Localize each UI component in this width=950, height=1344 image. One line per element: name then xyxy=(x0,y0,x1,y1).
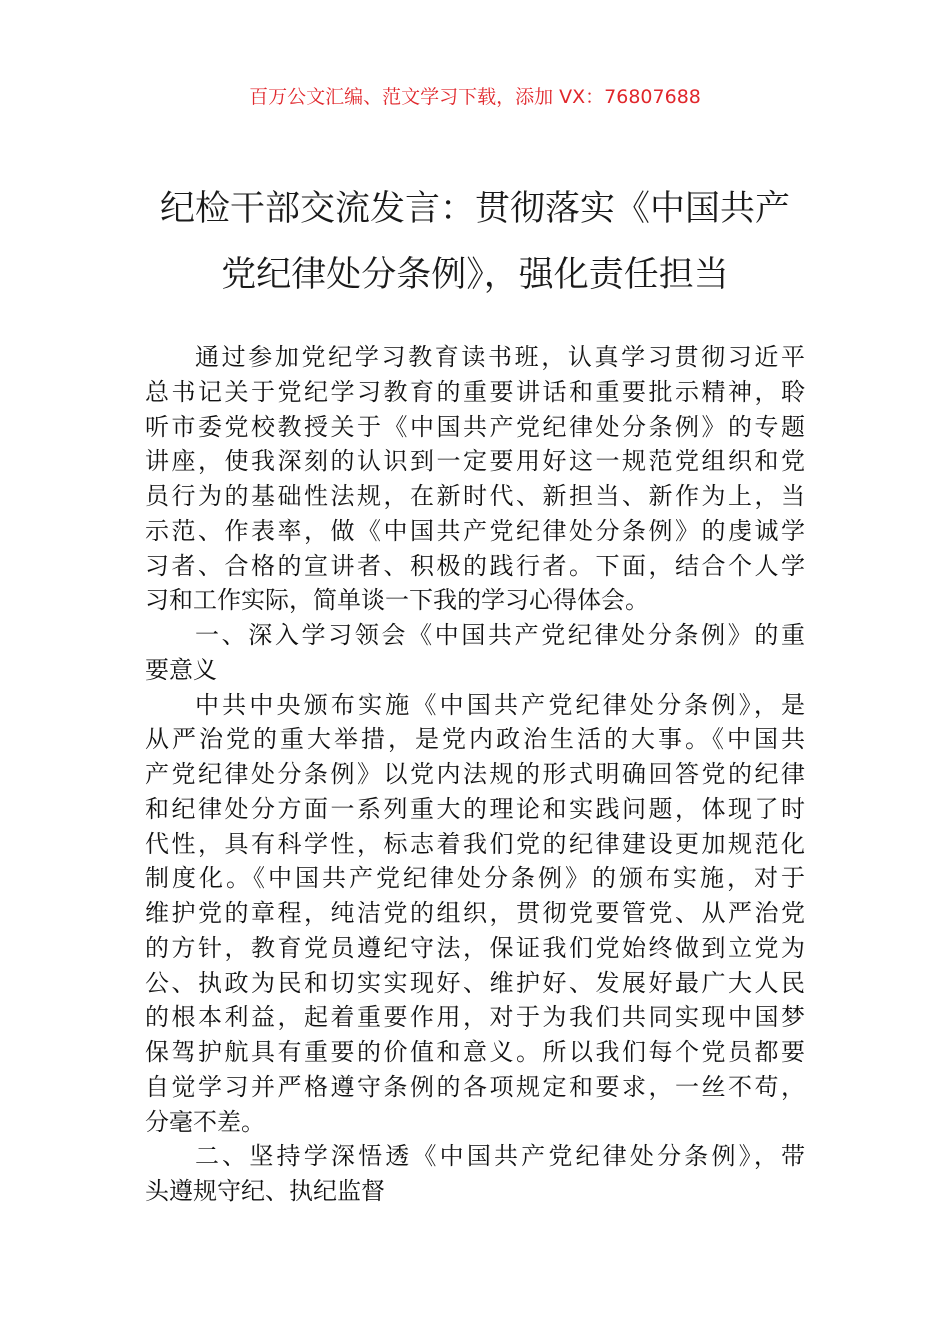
text-line: 自觉学习并严格遵守条例的各项规定和要求，一丝不苟， xyxy=(145,1072,805,1101)
text-line: 和纪律处分方面一系列重大的理论和实践问题，体现了时 xyxy=(145,794,805,823)
text-line: 习者、合格的宣讲者、积极的践行者。下面，结合个人学 xyxy=(145,551,805,580)
text-line: 听市委党校教授关于《中国共产党纪律处分条例》的专题 xyxy=(145,412,805,441)
text-line: 要意义 xyxy=(145,655,217,684)
text-line: 分毫不差。 xyxy=(145,1107,265,1136)
document-body xyxy=(145,340,805,1209)
text-line: 习和工作实际，简单谈一下我的学习心得体会。 xyxy=(145,586,649,615)
text-line: 公、执政为民和切实实现好、维护好、发展好最广大人民 xyxy=(145,968,805,997)
text-line: 制度化。《中国共产党纪律处分条例》的颁布实施，对于 xyxy=(145,864,805,893)
text-line: 员行为的基础性法规，在新时代、新担当、新作为上，当 xyxy=(145,482,805,510)
section-heading xyxy=(145,1139,805,1209)
title-line: 纪检干部交流发言：贯彻落实《中国共产 xyxy=(159,189,790,229)
text-line: 通过参加党纪学习教育读书班，认真学习贯彻习近平 xyxy=(195,343,805,371)
text-line: 示范、作表率，做《中国共产党纪律处分条例》的虔诚学 xyxy=(145,516,805,545)
watermark-header: 百万公文汇编、范文学习下载，添加 VX：76807688 xyxy=(249,86,701,108)
section-heading xyxy=(145,618,805,688)
text-line: 一、深入学习领会《中国共产党纪律处分条例》的重 xyxy=(195,621,805,649)
text-line: 产党纪律处分条例》以党内法规的形式明确回答党的纪律 xyxy=(145,760,805,788)
text-line: 讲座，使我深刻的认识到一定要用好这一规范党组织和党 xyxy=(145,447,805,476)
text-line: 总书记关于党纪学习教育的重要讲话和重要批示精神，聆 xyxy=(145,377,805,406)
title-line: 党纪律处分条例》，强化责任担当 xyxy=(221,255,729,295)
text-line: 中共中央颁布实施《中国共产党纪律处分条例》，是 xyxy=(195,690,805,719)
text-line: 从严治党的重大举措，是党内政治生活的大事。《中国共 xyxy=(145,725,805,754)
text-line: 二、坚持学深悟透《中国共产党纪律处分条例》，带 xyxy=(195,1142,805,1171)
text-line: 代性，具有科学性，标志着我们党的纪律建设更加规范化 xyxy=(145,829,805,858)
text-line: 头遵规守纪、执纪监督 xyxy=(145,1177,385,1205)
paragraph xyxy=(145,688,805,1140)
text-line: 的方针，教育党员遵纪守法，保证我们党始终做到立党为 xyxy=(145,933,805,962)
document-title xyxy=(120,176,830,308)
text-line: 维护党的章程，纯洁党的组织，贯彻党要管党、从严治党 xyxy=(145,899,805,927)
text-line: 的根本利益，起着重要作用，对于为我们共同实现中国梦 xyxy=(145,1003,805,1032)
text-line: 保驾护航具有重要的价值和意义。所以我们每个党员都要 xyxy=(145,1038,805,1066)
paragraph xyxy=(145,340,805,618)
